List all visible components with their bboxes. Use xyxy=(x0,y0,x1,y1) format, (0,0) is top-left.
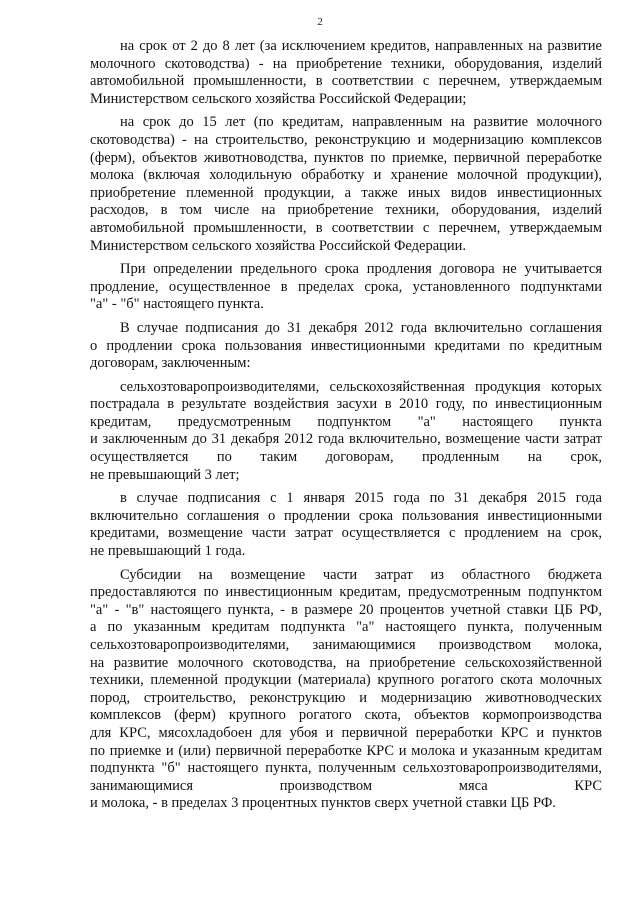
text-line: скотоводства) - на строительство, реконструкцию и модернизацию комплексов xyxy=(90,131,602,148)
text-line: Министерством сельского хозяйства Российской Федерации; xyxy=(90,90,467,107)
paragraph xyxy=(90,320,602,373)
text-line: на срок от 2 до 8 лет (за исключением кредитов, направленных на развитие xyxy=(120,38,602,54)
text-line: В случае подписания до 31 декабря 2012 года включительно соглашения xyxy=(120,319,602,336)
text-line: продление, осуществленное в пределах срока, установленного подпунктами xyxy=(90,278,602,295)
text-line: в случае подписания с 1 января 2015 года по 31 декабря 2015 года xyxy=(120,490,602,507)
text-line: Субсидии на возмещение части затрат из областного бюджета xyxy=(120,566,602,583)
text-line: о продлении срока пользования инвестиционными кредитами по кредитным xyxy=(90,337,602,354)
text-line: осуществляется по таким договорам, продленным на срок, xyxy=(90,449,602,466)
text-line: включительно соглашения о продлении срока пользования инвестиционными xyxy=(90,507,602,524)
text-line: договорам, заключенным: xyxy=(90,355,251,372)
text-line: предоставляются по инвестиционным кредитам, предусмотренным подпунктом xyxy=(90,584,602,601)
text-line: и молока, - в пределах 3 процентных пунктов сверх учетной ставки ЦБ РФ. xyxy=(90,795,556,812)
text-line: техники, племенной продукции (материала) крупного рогатого скота молочных xyxy=(90,672,602,689)
paragraph xyxy=(90,38,602,108)
text-line: пород, строительство, реконструкцию и модернизацию животноводческих xyxy=(90,689,602,706)
text-line: пострадала в результате воздействия засухи в 2010 году, по инвестиционным xyxy=(90,396,602,413)
text-line: сельхозтоваропроизводителями, занимающимися производством молока, xyxy=(90,637,602,653)
text-line: сельхозтоваропроизводителями, сельскохозяйственная продукция которых xyxy=(120,378,602,395)
text-line: молочного скотоводства) - на приобретение техники, оборудования, изделий xyxy=(90,55,602,72)
text-line: автомобильной промышленности, в соответствии с перечнем, утверждаемым xyxy=(90,73,602,90)
text-line: автомобильной промышленности, в соответствии с перечнем, утверждаемым xyxy=(90,219,602,236)
page-number: 2 xyxy=(317,16,323,28)
text-line: подпункта "б" настоящего пункта, полученным сельхозтоваропроизводителями, xyxy=(90,760,602,777)
text-line: "а" - "б" настоящего пункта. xyxy=(90,296,264,313)
text-line: и заключенным до 31 декабря 2012 года включительно, возмещение части затрат xyxy=(90,431,602,448)
text-line: "а" - "в" настоящего пункта, - в размере 20 процентов учетной ставки ЦБ РФ, xyxy=(90,601,602,618)
text-line: молока (включая холодильную обработку и хранение молочной продукции), xyxy=(90,167,602,184)
text-line: на срок до 15 лет (по кредитам, направленным на развитие молочного xyxy=(120,114,602,131)
paragraph xyxy=(90,114,602,255)
text-line: кредитами, возмещение части затрат осуществляется с продлением на срок, xyxy=(90,525,602,542)
text-line: не превышающий 1 года. xyxy=(90,543,246,560)
text-line: (ферм), объектов животноводства, пунктов по приемке, первичной переработке xyxy=(90,149,602,166)
paragraph xyxy=(90,567,602,813)
document-body xyxy=(90,38,602,819)
paragraph xyxy=(90,379,602,485)
text-line: на развитие молочного скотоводства, на приобретение сельскохозяйственной xyxy=(90,654,602,671)
text-line: комплексов (ферм) крупного рогатого скота, объектов кормопроизводства xyxy=(90,707,602,724)
text-line: по приемке и (или) первичной переработке КРС и молока и указанным кредитам xyxy=(90,742,602,759)
text-line: Министерством сельского хозяйства Российской Федерации. xyxy=(90,237,467,254)
text-line: кредитам, предусмотренным подпунктом "а" настоящего пункта xyxy=(90,413,602,430)
text-line: приобретение племенной продукции, а также иных видов инвестиционных xyxy=(90,184,602,201)
text-line: При определении предельного срока продления договора не учитывается xyxy=(120,261,602,278)
paragraph xyxy=(90,490,602,560)
text-line: не превышающий 3 лет; xyxy=(90,466,240,483)
text-line: занимающимися производством мяса КРС xyxy=(90,777,602,794)
text-line: а по указанным кредитам подпункта "а" настоящего пункта, полученным xyxy=(90,619,602,636)
text-line: для КРС, мясохладобоен для убоя и первичной переработки КРС и пунктов xyxy=(90,724,602,741)
paragraph xyxy=(90,261,602,314)
text-line: расходов, в том числе на приобретение техники, оборудования, изделий xyxy=(90,202,602,219)
